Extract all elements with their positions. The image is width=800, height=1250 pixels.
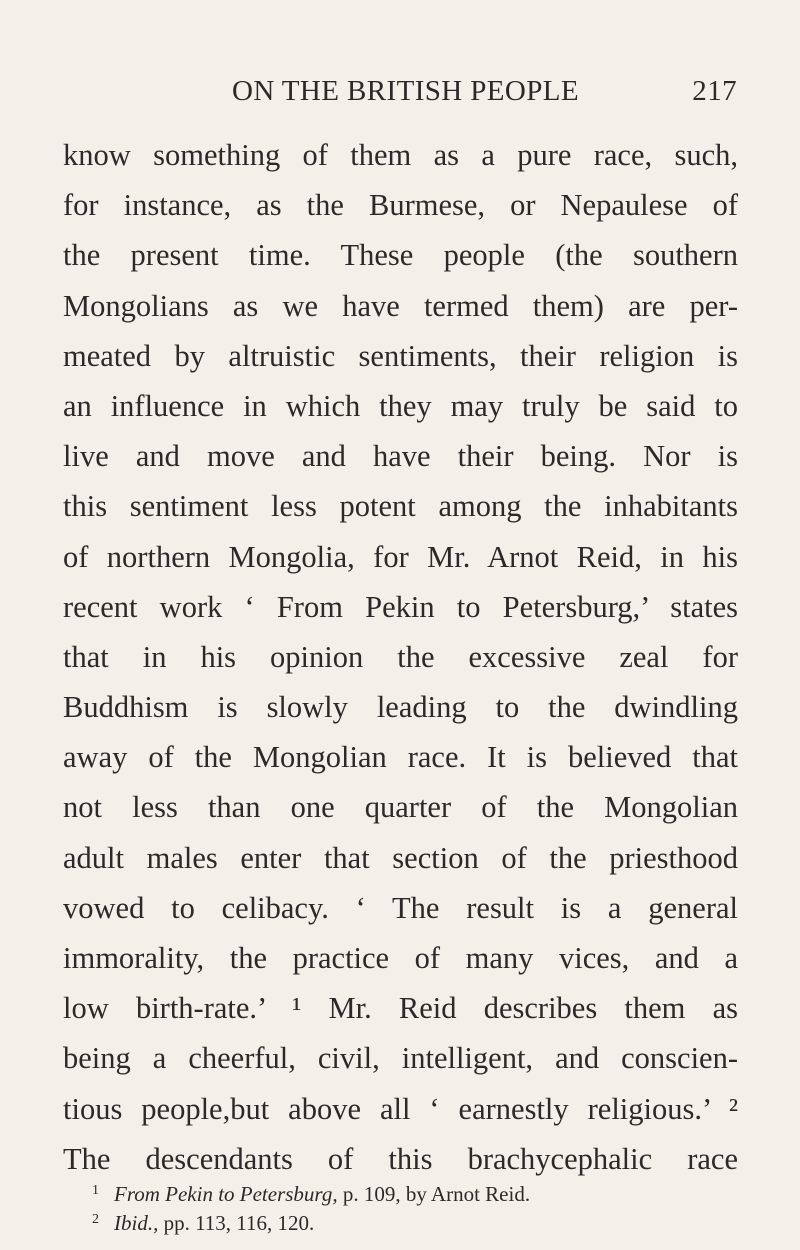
footnote-marker: 1 [92,1183,99,1198]
text-line: Buddhism is slowly leading to the dwindling [63,690,738,725]
text-line: an influence in which they may truly be said to [63,388,738,423]
text-line: know something of them as a pure race, such, [63,138,738,172]
text-line: immorality, the practice of many vices, and a [63,941,738,975]
footnotes [92,1178,752,1236]
footnote-marker: 2 [92,1212,99,1227]
text-line: adult males enter that section of the priesthood [63,840,738,875]
footnote [92,1178,752,1207]
text-line: meated by altruistic sentiments, their religion is [63,338,738,373]
running-title: ON THE BRITISH PEOPLE [232,75,580,107]
running-head [232,74,737,108]
text-line: The descendants of this brachycephalic race [63,1141,738,1176]
footnote-text: p. 109, by Arnot Reid. [337,1182,531,1206]
text-line: for instance, as the Burmese, or Nepaulese of [63,188,738,223]
text-line: recent work ‘ From Pekin to Petersburg,’ states [63,589,738,624]
text-line: that in his opinion the excessive zeal for [63,639,738,674]
footnote-title: Ibid., [114,1211,159,1235]
text-line: this sentiment less potent among the inhabitants [63,489,738,524]
text-line: not less than one quarter of the Mongolian [63,790,738,825]
text-line: of northern Mongolia, for Mr. Arnot Reid, in his [63,539,738,574]
footnote-text: pp. 113, 116, 120. [158,1211,315,1235]
text-line: Mongolians as we have termed them) are per- [63,288,738,323]
text-line: low birth-rate.’ ¹ Mr. Reid describes them as [63,991,738,1026]
footnote [92,1207,752,1236]
text-line: the present time. These people (the southern [63,238,738,273]
text-line: tious people,but above all ‘ earnestly religious.’ ² [63,1091,738,1126]
text-line: vowed to celibacy. ‘ The result is a general [63,890,738,925]
text-line: away of the Mongolian race. It is believed that [63,740,738,775]
text-line: live and move and have their being. Nor is [63,439,738,474]
footnote-title: From Pekin to Petersburg, [114,1182,338,1206]
text-line: being a cheerful, civil, intelligent, and conscien- [63,1041,738,1076]
body-text [63,130,738,1184]
page-number: 217 [692,75,737,107]
